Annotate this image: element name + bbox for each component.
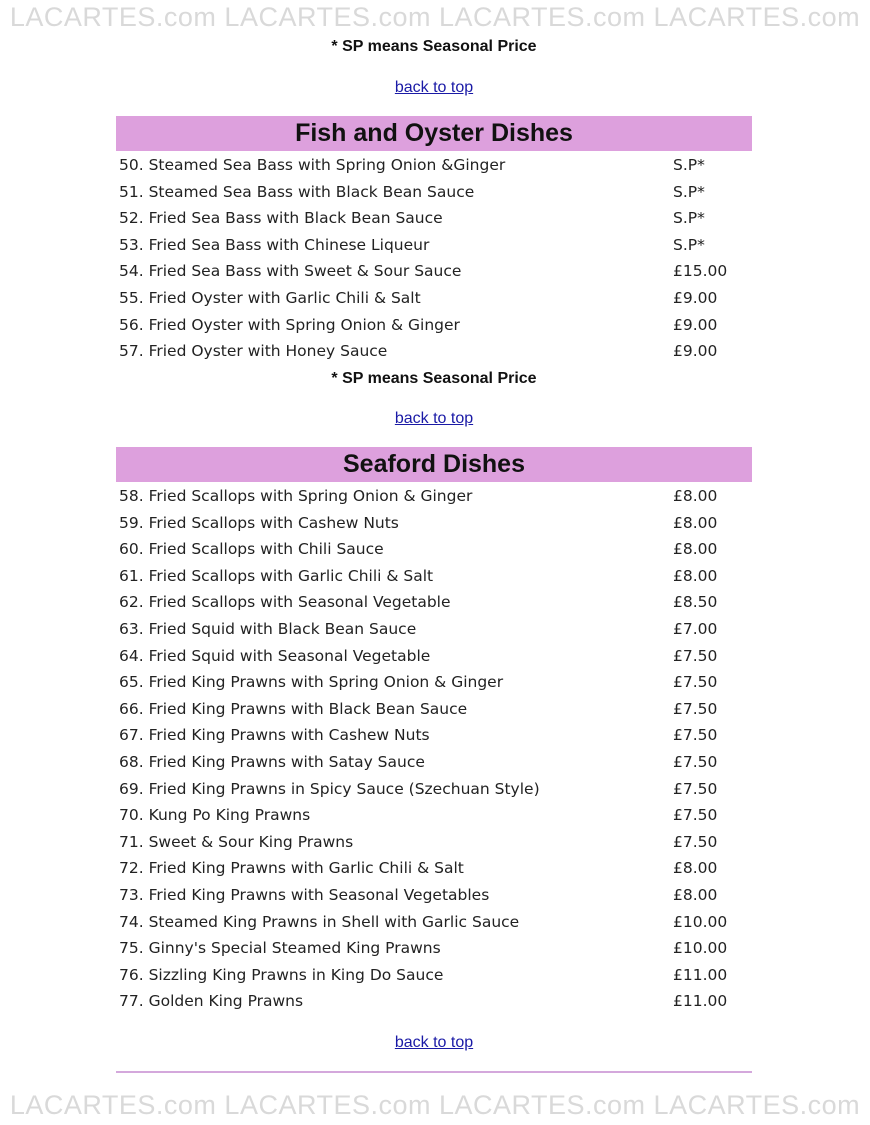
menu-item-name: 74. Steamed King Prawns in Shell with Garlic Sauce <box>119 912 520 931</box>
menu-item-price: £8.00 <box>673 885 718 904</box>
menu-item <box>116 802 752 829</box>
menu-item <box>116 285 752 312</box>
menu-item <box>116 338 752 365</box>
seafood-menu-list <box>116 483 752 1015</box>
back-to-top-link-top[interactable]: back to top <box>394 79 474 96</box>
menu-item-price: £7.50 <box>673 726 718 745</box>
menu-item <box>116 510 752 537</box>
menu-item-price: £8.00 <box>673 566 718 585</box>
menu-item <box>116 205 752 232</box>
menu-item-price: £10.00 <box>673 939 728 958</box>
menu-item <box>116 312 752 339</box>
menu-item <box>116 258 752 285</box>
menu-item <box>116 855 752 882</box>
menu-item <box>116 483 752 510</box>
menu-item-name: 61. Fried Scallops with Garlic Chili & Salt <box>119 566 434 585</box>
menu-item-price: £7.50 <box>673 646 718 665</box>
menu-item-price: £8.00 <box>673 513 718 532</box>
menu-item-price: £7.50 <box>673 832 718 851</box>
menu-item-name: 59. Fried Scallops with Cashew Nuts <box>119 513 399 532</box>
menu-item <box>116 589 752 616</box>
menu-item-price: £7.50 <box>673 673 718 692</box>
menu-item-name: 64. Fried Squid with Seasonal Vegetable <box>119 646 431 665</box>
menu-item <box>116 829 752 856</box>
menu-item <box>116 179 752 206</box>
menu-item <box>116 152 752 179</box>
menu-item-price: £9.00 <box>673 315 718 334</box>
menu-item-price: S.P* <box>673 182 705 201</box>
menu-item-name: 72. Fried King Prawns with Garlic Chili & Salt <box>119 859 464 878</box>
menu-item-name: 58. Fried Scallops with Spring Onion & Ginger <box>119 487 473 505</box>
menu-item-price: £15.00 <box>673 262 728 281</box>
menu-item <box>116 232 752 259</box>
menu-item-price: £8.00 <box>673 487 718 505</box>
menu-item-price: £7.50 <box>673 806 718 825</box>
back-to-top-link-seafood[interactable]: back to top <box>394 1034 474 1051</box>
menu-item-price: £10.00 <box>673 912 728 931</box>
menu-item <box>116 669 752 696</box>
menu-item-name: 57. Fried Oyster with Honey Sauce <box>119 342 388 361</box>
menu-item-name: 69. Fried King Prawns in Spicy Sauce (Szechuan Style) <box>119 779 540 798</box>
menu-item <box>116 962 752 989</box>
menu-item-price: £8.00 <box>673 540 718 559</box>
menu-item <box>116 749 752 776</box>
menu-item <box>116 909 752 936</box>
menu-item-price: £7.50 <box>673 779 718 798</box>
menu-item-price: £8.00 <box>673 859 718 878</box>
menu-item-name: 68. Fried King Prawns with Satay Sauce <box>119 752 425 771</box>
menu-item-name: 66. Fried King Prawns with Black Bean Sauce <box>119 699 468 718</box>
menu-item <box>116 563 752 590</box>
menu-item-name: 60. Fried Scallops with Chili Sauce <box>119 540 384 559</box>
menu-item-price: £7.00 <box>673 619 718 638</box>
menu-item-price: S.P* <box>673 156 705 174</box>
menu-item-name: 62. Fried Scallops with Seasonal Vegetable <box>119 593 451 612</box>
menu-item <box>116 776 752 803</box>
menu-item-price: £11.00 <box>673 965 728 984</box>
menu-item-price: S.P* <box>673 209 705 228</box>
menu-item-name: 52. Fried Sea Bass with Black Bean Sauce <box>119 209 443 228</box>
menu-item-price: £7.50 <box>673 699 718 718</box>
menu-item-name: 55. Fried Oyster with Garlic Chili & Salt <box>119 288 421 307</box>
menu-item-name: 70. Kung Po King Prawns <box>119 806 311 825</box>
section-title-fish-oyster: Fish and Oyster Dishes <box>116 116 752 151</box>
menu-item-name: 50. Steamed Sea Bass with Spring Onion &Ginger <box>119 156 506 174</box>
menu-item <box>116 988 752 1015</box>
menu-item-price: £9.00 <box>673 342 718 361</box>
menu-item <box>116 882 752 909</box>
menu-item-name: 65. Fried King Prawns with Spring Onion & Ginger <box>119 673 504 692</box>
back-to-top-link-fish[interactable]: back to top <box>394 410 474 427</box>
menu-item-name: 77. Golden King Prawns <box>119 992 304 1011</box>
bottom-divider <box>116 1071 752 1073</box>
menu-item-name: 73. Fried King Prawns with Seasonal Vegetables <box>119 885 490 904</box>
menu-item-price: £11.00 <box>673 992 728 1011</box>
watermark-bottom: LACARTES.com LACARTES.com LACARTES.com LACARTES.com <box>9 1090 861 1120</box>
menu-item-name: 75. Ginny's Special Steamed King Prawns <box>119 939 441 958</box>
menu-item <box>116 696 752 723</box>
menu-item-name: 71. Sweet & Sour King Prawns <box>119 832 354 851</box>
menu-item <box>116 643 752 670</box>
fish-oyster-menu-list <box>116 152 752 365</box>
menu-item-name: 63. Fried Squid with Black Bean Sauce <box>119 619 417 638</box>
menu-item <box>116 722 752 749</box>
menu-item-name: 76. Sizzling King Prawns in King Do Sauce <box>119 965 444 984</box>
menu-item-name: 51. Steamed Sea Bass with Black Bean Sauce <box>119 182 475 201</box>
section-title-seafood: Seaford Dishes <box>116 447 752 482</box>
menu-item-name: 67. Fried King Prawns with Cashew Nuts <box>119 726 430 745</box>
menu-item-price: £9.00 <box>673 288 718 307</box>
menu-item <box>116 935 752 962</box>
menu-item <box>116 536 752 563</box>
menu-item <box>116 616 752 643</box>
seasonal-price-note-top: * SP means Seasonal Price <box>331 38 537 55</box>
menu-item-name: 56. Fried Oyster with Spring Onion & Ginger <box>119 315 460 334</box>
menu-item-name: 53. Fried Sea Bass with Chinese Liqueur <box>119 235 430 254</box>
menu-item-price: £8.50 <box>673 593 718 612</box>
menu-item-price: S.P* <box>673 235 705 254</box>
menu-item-name: 54. Fried Sea Bass with Sweet & Sour Sauce <box>119 262 462 281</box>
menu-item-price: £7.50 <box>673 752 718 771</box>
watermark-top: LACARTES.com LACARTES.com LACARTES.com LACARTES.com <box>9 2 861 32</box>
seasonal-price-note-fish: * SP means Seasonal Price <box>331 370 537 387</box>
